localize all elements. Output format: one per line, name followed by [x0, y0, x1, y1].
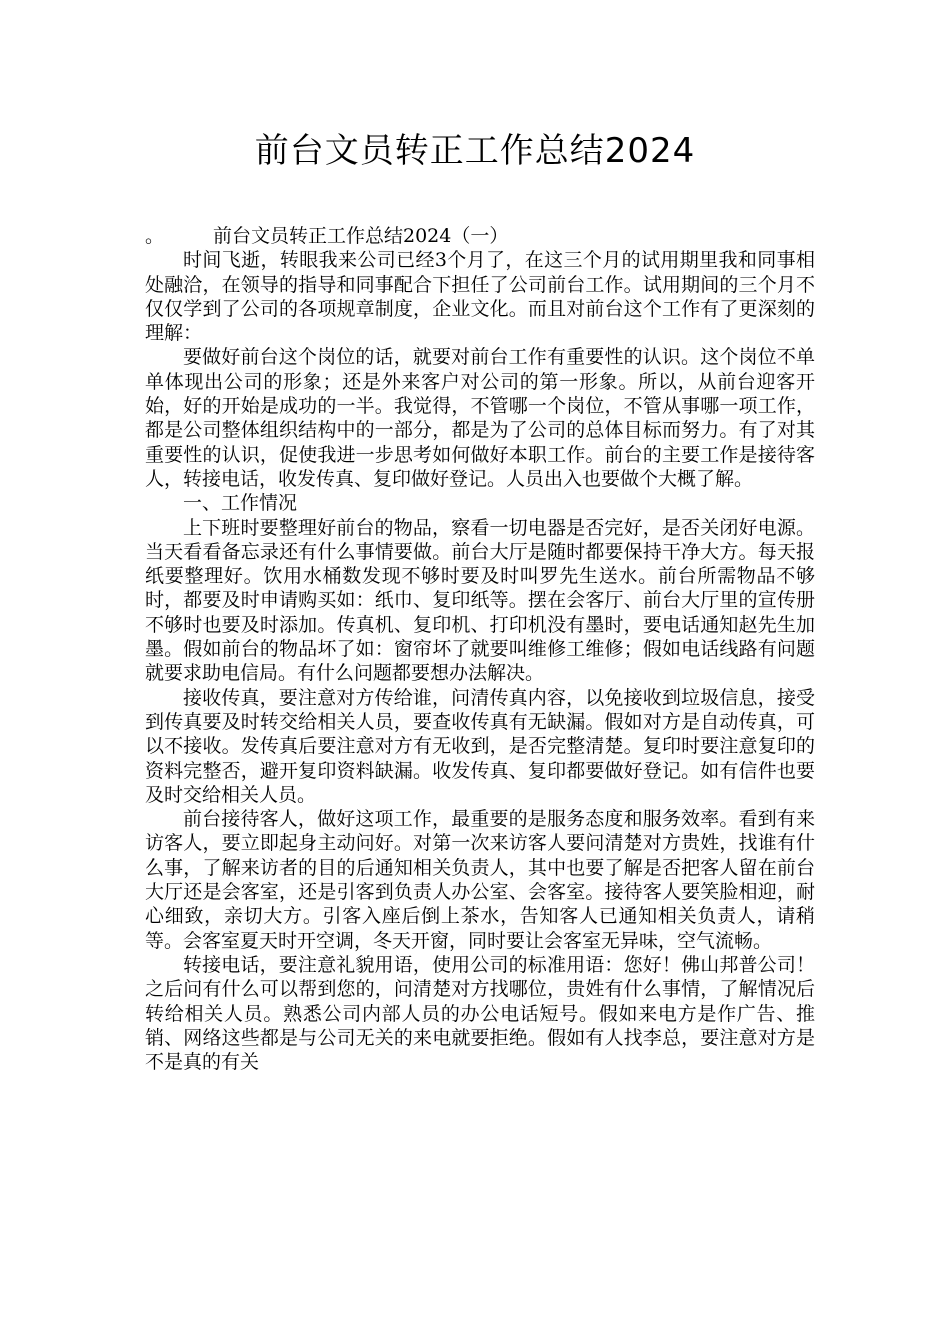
section-subtitle: 前台文员转正工作总结2024（一）	[213, 225, 509, 247]
section-heading: 一、工作情况	[183, 492, 298, 515]
paragraph: 上下班时要整理好前台的物品，察看一切电器是否完好，是否关闭好电源。当天看看备忘录还有什么事情要做。前台大厅是随时都要保持干净大方。每天报纸要整理好。饮用水桶数发现不够时要及时叫罗先生送水。前台所需物品不够时，都要及时申请购买如：纸巾、复印纸等。摆在会客厅、前台大厅里的宣传册不够时也要及时添加。传真机、复印机、打印机没有墨时，要电话通知赵先生加墨。假如前台的物品坏了如：窗帘坏了就要叫维修工维修；假如电话线路有问题就要求助电信局。有什么问题都要想办法解决。	[145, 516, 815, 685]
paragraph: 要做好前台这个岗位的话，就要对前台工作有重要性的认识。这个岗位不单单体现出公司的形象；还是外来客户对公司的第一形象。所以，从前台迎客开始，好的开始是成功的一半。我觉得，不管哪一个岗位，不管从事哪一项工作，都是公司整体组织结构中的一部分，都是为了公司的总体目标而努力。有了对其重要性的认识，促使我进一步思考如何做好本职工作。前台的主要工作是接待客人，转接电话，收发传真、复印做好登记。人员出入也要做个大概了解。	[145, 346, 815, 490]
subtitle-bullet: 。	[145, 225, 165, 247]
document-title: 前台文员转正工作总结2024	[254, 131, 696, 171]
paragraph: 前台接待客人，做好这项工作，最重要的是服务态度和服务效率。看到有来访客人，要立即起身主动问好。对第一次来访客人要问清楚对方贵姓，找谁有什么事，了解来访者的目的后通知相关负责人，其中也要了解是否把客人留在前台大厅还是会客室，还是引客到负责人办公室、会客室。接待客人要笑脸相迎，耐心细致，亲切大方。引客入座后倒上茶水，告知客人已通知相关负责人，请稍等。会客室夏天时开空调，冬天开窗，同时要让会客室无异味，空气流畅。	[145, 808, 815, 952]
document-body	[145, 224, 815, 1074]
paragraph: 时间飞逝，转眼我来公司已经3个月了，在这三个月的试用期里我和同事相处融洽，在领导的指导和同事配合下担任了公司前台工作。试用期间的三个月不仅仅学到了公司的各项规章制度，企业文化。而且对前台这个工作有了更深刻的理解：	[145, 249, 815, 345]
paragraph: 接收传真，要注意对方传给谁，问清传真内容，以免接收到垃圾信息，接受到传真要及时转交给相关人员，要查收传真有无缺漏。假如对方是自动传真，可以不接收。发传真后要注意对方有无收到，是否完整清楚。复印时要注意复印的资料完整否，避开复印资料缺漏。收发传真、复印都要做好登记。如有信件也要及时交给相关人员。	[145, 686, 815, 806]
paragraph: 转接电话，要注意礼貌用语，使用公司的标准用语：您好！佛山邦普公司！之后问有什么可以帮到您的，问清楚对方找哪位，贵姓有什么事情，了解情况后转给相关人员。熟悉公司内部人员的办公电话短号。假如来电方是作广告、推销、网络这些都是与公司无关的来电就要拒绝。假如有人找李总，要注意对方是不是真的有关	[145, 953, 815, 1074]
section-subtitle-line	[145, 224, 815, 248]
